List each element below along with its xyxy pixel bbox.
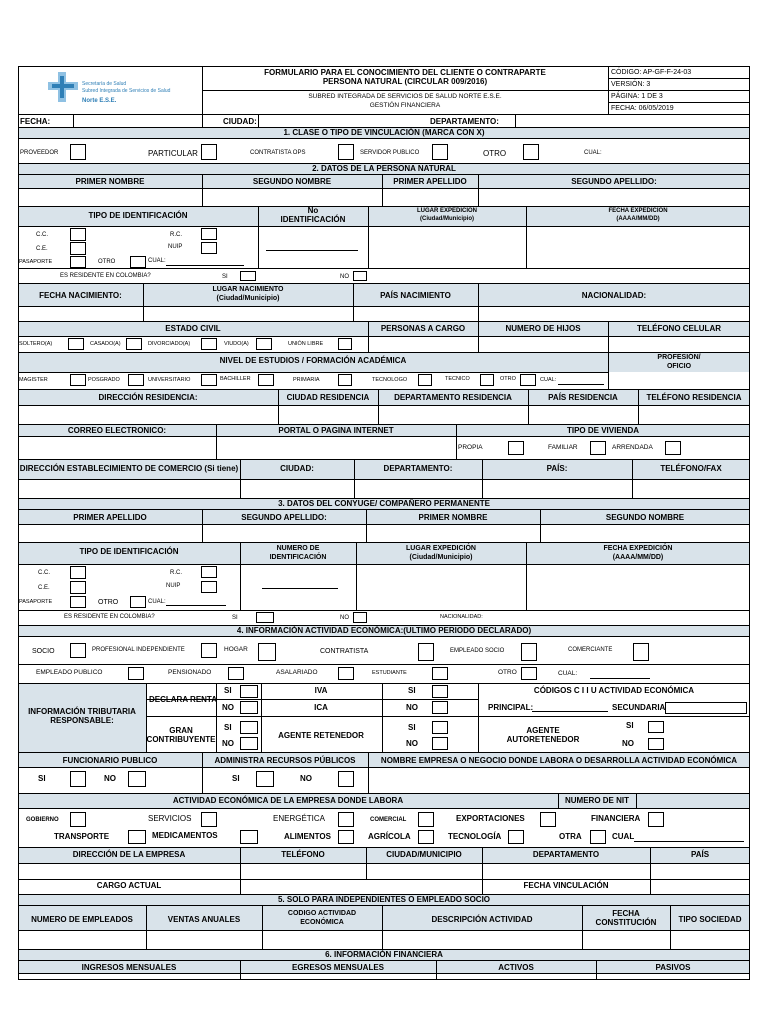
otra-checkbox[interactable] [590, 830, 606, 844]
s3-cual-label: CUAL: [148, 599, 166, 605]
logo-line2: Subred Integrada de Servicios de Salud [82, 88, 171, 94]
agente-ret-no-label: NO [406, 739, 418, 748]
ica-label: ICA [314, 703, 328, 712]
fecha-const-header-2: CONSTITUCIÓN [595, 918, 657, 927]
servicios-label: SERVICIOS [148, 814, 192, 823]
otro-checkbox[interactable] [523, 144, 539, 160]
info-trib-label-2: RESPONSABLE: [50, 716, 114, 725]
estudiante-label: ESTUDIANTE [372, 670, 407, 676]
empleado-socio-checkbox[interactable] [521, 643, 537, 661]
otro-id-label: OTRO [98, 259, 116, 265]
pasivos-header: PASIVOS [655, 963, 691, 972]
hogar-label: HOGAR [224, 646, 248, 653]
energetica-label: ENERGÉTICA [273, 814, 326, 823]
medicamentos-label: MEDICAMENTOS [152, 831, 218, 840]
s3-lugar-exp-header-2: (Ciudad/Municipio) [409, 554, 473, 561]
pais-res-header: PAÍS RESIDENCIA [548, 393, 618, 402]
s3-rc-checkbox[interactable] [201, 566, 217, 578]
gobierno-label: GOBIERNO [26, 817, 59, 823]
comercial-label: COMERCIAL [370, 817, 407, 823]
medicamentos-checkbox[interactable] [240, 830, 258, 844]
ce-label: C.E. [36, 246, 48, 252]
gran-contrib-label-1: GRAN [169, 726, 193, 735]
residente-no-checkbox[interactable] [353, 271, 367, 281]
s3-segundo-nombre-header: SEGUNDO NOMBRE [605, 513, 685, 522]
s3-residente-no-label: NO [340, 615, 349, 621]
s3-rc-label: R.C. [170, 570, 182, 576]
fecha-label: FECHA: [20, 117, 51, 126]
declara-si-checkbox[interactable] [240, 685, 258, 698]
funcionario-header: FUNCIONARIO PUBLICO [62, 756, 158, 765]
activos-header: ACTIVOS [498, 963, 534, 972]
form-page [18, 66, 750, 980]
agente-auto-label-1: AGENTE [526, 726, 560, 735]
pensionado-checkbox[interactable] [228, 667, 244, 680]
s3-residente-label: ES RESIDENTE EN COLOMBIA? [64, 614, 155, 620]
arrendada-label: ARRENDADA [612, 444, 653, 451]
agente-auto-no-label: NO [622, 739, 634, 748]
logo [48, 72, 198, 108]
s3-residente-si-checkbox[interactable] [256, 612, 274, 623]
ciudad-label: CIUDAD: [223, 117, 257, 126]
s3-residente-no-checkbox[interactable] [353, 612, 367, 623]
nivel-estudios-header: NIVEL DE ESTUDIOS / FORMACIÓN ACADÉMICA [219, 356, 407, 365]
s3-num-id-header-1: NUMERO DE [276, 545, 320, 552]
estudiante-checkbox[interactable] [432, 667, 448, 680]
nombre-empresa-header: NOMBRE EMPRESA O NEGOCIO DONDE LABORA O DESARROLLA ACTIVIDAD ECONÓMICA [380, 756, 738, 765]
divorciado-label: DIVORCIADO(A) [148, 341, 191, 347]
cargo-header: CARGO ACTUAL [96, 881, 162, 890]
ciudad-comercio-header: CIUDAD: [280, 464, 314, 473]
s3-fecha-exp-header-1: FECHA EXPEDICIÓN [603, 545, 673, 552]
agente-auto-no-checkbox[interactable] [648, 738, 664, 750]
depto-comercio-header: DEPARTAMENTO: [383, 464, 453, 473]
dir-empresa-header: DIRECCIÓN DE LA EMPRESA [72, 850, 186, 859]
no-id-header-2: IDENTIFICACIÓN [280, 215, 346, 224]
personas-cargo-header: PERSONAS A CARGO [380, 324, 466, 333]
tel-res-header: TELÉFONO RESIDENCIA [646, 393, 742, 402]
contratista-checkbox[interactable] [338, 144, 354, 160]
proveedor-label: PROVEEDOR [20, 150, 59, 156]
lugar-nac-header-1: LUGAR NACIMIENTO [212, 286, 284, 293]
cod-act-header-2: ECONÓMICA [300, 919, 344, 926]
logo-line3: Norte E.S.E. [82, 98, 117, 104]
cual4-label: CUAL: [558, 670, 578, 677]
particular-checkbox[interactable] [201, 144, 217, 160]
cual-id-label: CUAL: [148, 258, 166, 264]
info-trib-label-1: INFORMACIÓN TRIBUTARIA [28, 707, 136, 716]
comerciante-checkbox[interactable] [633, 643, 649, 661]
gobierno-checkbox[interactable] [70, 812, 86, 827]
otro4-label: OTRO [498, 669, 517, 676]
declara-no-checkbox[interactable] [240, 701, 258, 714]
energetica-checkbox[interactable] [338, 812, 354, 827]
section5-title: 5. SOLO PARA INDEPENDIENTES O EMPLEADO SOCIO [277, 895, 491, 904]
proveedor-checkbox[interactable] [70, 144, 86, 160]
otro-id-checkbox[interactable] [130, 256, 146, 268]
gran-no-checkbox[interactable] [240, 737, 258, 750]
cual-estudio-label: CUAL: [540, 377, 557, 383]
empleado-publico-checkbox[interactable] [128, 667, 144, 680]
gran-contrib-label-2: CONTRIBUYENTE [146, 735, 216, 744]
empleado-publico-label: EMPLEADO PUBLICO [36, 669, 103, 676]
s3-segundo-apellido-header: SEGUNDO APELLIDO: [241, 513, 327, 522]
agente-auto-si-checkbox[interactable] [648, 721, 664, 733]
cual-actividad-label: CUAL [612, 832, 635, 841]
asalariado-checkbox[interactable] [338, 667, 354, 680]
nacionalidad-header: NACIONALIDAD: [581, 291, 647, 300]
s3-pasaporte-checkbox[interactable] [70, 596, 86, 608]
portal-header: PORTAL O PAGINA INTERNET [278, 426, 394, 435]
num-hijos-header: NUMERO DE HIJOS [505, 324, 581, 333]
doc-version: VERSIÓN: 3 [611, 81, 651, 88]
agente-ret-si-label: SI [408, 723, 416, 732]
secundaria-label: SECUNDARIA [612, 703, 666, 712]
section6-title: 6. INFORMACIÓN FINANCIERA [325, 950, 443, 959]
ciiu-header: CÓDIGOS C I I U ACTIVIDAD ECONÓMICA [533, 686, 695, 695]
admin-no-label: NO [300, 774, 312, 783]
gran-si-checkbox[interactable] [240, 721, 258, 734]
exportaciones-checkbox[interactable] [540, 812, 556, 827]
ciudad-res-header: CIUDAD RESIDENCIA [286, 393, 370, 402]
socio-checkbox[interactable] [70, 643, 86, 658]
lugar-nac-header-2: (Ciudad/Municipio) [216, 295, 280, 302]
cc-checkbox[interactable] [70, 228, 86, 241]
prof-indep-checkbox[interactable] [201, 643, 217, 658]
contratista4-label: CONTRATISTA [320, 648, 369, 655]
telefono-empresa-header: TELÉFONO [281, 850, 325, 859]
s3-otro-checkbox[interactable] [130, 596, 146, 608]
transporte-checkbox[interactable] [128, 830, 146, 844]
estado-civil-header: ESTADO CIVIL [165, 324, 221, 333]
otro4-checkbox[interactable] [521, 667, 537, 680]
principal-label: PRINCIPAL: [488, 703, 534, 712]
section1-title: 1. CLASE O TIPO DE VINCULACIÓN (MARCA CON X) [283, 128, 485, 137]
soltero-checkbox[interactable] [68, 338, 84, 350]
pais-empresa-header: PAÍS [690, 850, 710, 859]
segundo-apellido-header: SEGUNDO APELLIDO: [571, 177, 657, 186]
otra-label: OTRA [559, 832, 582, 841]
actividad-empresa-header: ACTIVIDAD ECONÓMICA DE LA EMPRESA DONDE LABORA [172, 796, 404, 805]
agente-ret-no-checkbox[interactable] [432, 737, 448, 750]
residente-si-label: SI [222, 274, 228, 280]
funcionario-no-checkbox[interactable] [128, 771, 146, 787]
profesion-header-1: PROFESIÓN/ [657, 354, 701, 361]
casado-label: CASADO(A) [90, 341, 121, 347]
declara-no-label: NO [222, 703, 234, 712]
particular-label: PARTICULAR [148, 149, 198, 158]
logo-line1: Secretaría de Salud [82, 81, 127, 87]
tipo-soc-header: TIPO SOCIEDAD [678, 915, 742, 924]
agente-ret-label: AGENTE RETENEDOR [278, 731, 364, 740]
alimentos-checkbox[interactable] [338, 830, 354, 844]
doc-date: FECHA: 06/05/2019 [611, 105, 674, 112]
fecha-vinc-header: FECHA VINCULACIÓN [523, 881, 609, 890]
s3-primer-nombre-header: PRIMER NOMBRE [418, 513, 488, 522]
arrendada-checkbox[interactable] [665, 441, 681, 455]
fecha-nac-header: FECHA NACIMIENTO: [39, 291, 122, 300]
doc-code: CÓDIGO: AP-GF-F-24-03 [611, 69, 692, 76]
dir-comercio-header: DIRECCIÓN ESTABLECIMIENTO DE COMERCIO (Si tiene) [19, 464, 239, 473]
admin-si-checkbox[interactable] [256, 771, 274, 787]
universitario-label: UNIVERSITARIO [148, 377, 191, 383]
funcionario-si-label: SI [38, 774, 46, 783]
s3-cc-label: C.C. [38, 570, 50, 576]
agente-ret-si-checkbox[interactable] [432, 721, 448, 734]
admin-si-label: SI [232, 774, 240, 783]
financiera-checkbox[interactable] [648, 812, 664, 827]
tipo-id-header: TIPO DE IDENTIFICACIÓN [88, 211, 188, 220]
asalariado-label: ASALARIADO [276, 669, 318, 676]
form-title-line1: FORMULARIO PARA EL CONOCIMIENTO DEL CLIENTE O CONTRAPARTE [264, 68, 546, 77]
agente-auto-si-label: SI [626, 721, 634, 730]
magister-label: MAGISTER [19, 377, 48, 383]
doc-page: PÁGINA: 1 DE 3 [611, 93, 663, 100]
empleado-socio-label: EMPLEADO SOCIO [450, 648, 505, 654]
primer-nombre-header: PRIMER NOMBRE [75, 177, 145, 186]
ciudad-mun-header: CIUDAD/MUNICIPIO [386, 850, 462, 859]
departamento-label: DEPARTAMENTO: [430, 117, 499, 126]
form-subtitle-line2: GESTIÓN FINANCIERA [369, 102, 441, 109]
no-id-header-1: No [307, 206, 319, 215]
admin-no-checkbox[interactable] [338, 771, 354, 787]
nuip-label: NUIP [168, 244, 183, 250]
tecnologia-label: TECNOLOGÍA [448, 832, 502, 841]
pasaporte-checkbox[interactable] [70, 256, 86, 268]
financiera-label: FINANCIERA [591, 814, 641, 823]
ventas-header: VENTAS ANUALES [167, 915, 241, 924]
iva-si-label: SI [408, 686, 416, 695]
comerciante-label: COMERCIANTE [568, 647, 613, 653]
funcionario-no-label: NO [104, 774, 116, 783]
cual-label: CUAL: [584, 150, 602, 156]
comercial-checkbox[interactable] [418, 812, 434, 827]
s3-num-id-header-2: IDENTIFICACIÓN [269, 554, 327, 561]
tipo-vivienda-header: TIPO DE VIVIENDA [566, 426, 639, 435]
residente-label: ES RESIDENTE EN COLOMBIA? [60, 273, 151, 279]
nit-header: NUMERO DE NIT [565, 796, 629, 805]
viudo-checkbox[interactable] [256, 338, 272, 350]
dir-res-header: DIRECCIÓN RESIDENCIA: [98, 393, 198, 402]
pasaporte-label: PASAPORTE [19, 259, 53, 265]
iva-si-checkbox[interactable] [432, 685, 448, 698]
s3-residente-si-label: SI [232, 615, 238, 621]
bachiller-label: BACHILLER [220, 376, 251, 382]
otro-label: OTRO [483, 149, 507, 158]
section4-title: 4. INFORMACIÓN ACTIVIDAD ECONÓMICA:(ULTIMO PERIODO DECLARADO) [236, 626, 532, 635]
s3-nuip-label: NUIP [166, 583, 181, 589]
lugar-exp-header-1: LUGAR EXPEDICIÓN [416, 208, 477, 214]
form-subtitle-line1: SUBRED INTEGRADA DE SERVICIOS DE SALUD NORTE E.S.E. [308, 93, 502, 100]
exportaciones-label: EXPORTACIONES [456, 814, 525, 823]
tecnologo-label: TECNOLOGO [372, 377, 408, 383]
s3-ce-label: C.E. [38, 585, 50, 591]
primaria-checkbox[interactable] [338, 374, 352, 386]
viudo-label: VIUDO(A) [224, 341, 249, 347]
desc-act-header: DESCRIPCIÓN ACTIVIDAD [431, 915, 533, 924]
s3-pasaporte-label: PASAPORTE [19, 599, 53, 605]
segundo-nombre-header: SEGUNDO NOMBRE [252, 177, 332, 186]
transporte-label: TRANSPORTE [54, 832, 110, 841]
ica-no-label: NO [406, 703, 418, 712]
tel-cel-header: TELÉFONO CELULAR [637, 324, 721, 333]
s3-tipo-id-header: TIPO DE IDENTIFICACIÓN [79, 547, 179, 556]
posgrado-label: POSGRADO [88, 377, 120, 383]
alimentos-label: ALIMENTOS [284, 832, 331, 841]
primaria-label: PRIMARIA [293, 377, 320, 383]
fecha-exp-header-1: FECHA EXPEDICIÓN [608, 208, 668, 214]
contratista-label: CONTRATISTA OPS [250, 150, 306, 156]
pais-nac-header: PAÍS NACIMIENTO [380, 291, 451, 300]
nuip-checkbox[interactable] [201, 242, 217, 254]
tecnico-label: TECNICO [445, 376, 470, 382]
soltero-label: SOLTERO(A) [19, 341, 53, 347]
ce-checkbox[interactable] [70, 242, 86, 255]
otro-estudio-checkbox[interactable] [520, 374, 536, 386]
declara-si-label: SI [224, 686, 232, 695]
pensionado-label: PENSIONADO [168, 669, 212, 676]
union-checkbox[interactable] [338, 338, 352, 350]
depto-empresa-header: DEPARTAMENTO [532, 850, 600, 859]
gran-no-label: NO [222, 739, 234, 748]
secundaria-input[interactable] [665, 702, 747, 714]
declara-renta-label: DECLARA RENTA [149, 695, 217, 704]
familiar-checkbox[interactable] [590, 441, 606, 455]
correo-header: CORREO ELECTRONICO: [67, 426, 167, 435]
familiar-label: FAMILIAR [548, 444, 578, 451]
funcionario-si-checkbox[interactable] [70, 771, 86, 787]
section2-title: 2. DATOS DE LA PERSONA NATURAL [312, 164, 456, 173]
cod-act-header-1: CODIGO ACTIVIDAD [287, 910, 357, 917]
tecnico-checkbox[interactable] [480, 374, 494, 386]
s3-primer-apellido-header: PRIMER APELLIDO [73, 513, 147, 522]
hogar-checkbox[interactable] [258, 643, 276, 661]
admin-recursos-header: ADMINISTRA RECURSOS PÚBLICOS [214, 756, 356, 765]
casado-checkbox[interactable] [126, 338, 142, 350]
cc-label: C.C. [36, 232, 48, 238]
s3-cc-checkbox[interactable] [70, 566, 86, 579]
egresos-header: EGRESOS MENSUALES [291, 963, 384, 972]
gran-si-label: SI [224, 723, 232, 732]
magister-checkbox[interactable] [70, 374, 86, 386]
primer-apellido-header: PRIMER APELLIDO [393, 177, 467, 186]
tecnologia-checkbox[interactable] [508, 830, 524, 844]
universitario-checkbox[interactable] [201, 374, 217, 386]
servidor-checkbox[interactable] [432, 144, 448, 160]
s3-lugar-exp-header-1: LUGAR EXPEDICIÓN [405, 545, 476, 552]
rc-checkbox[interactable] [201, 228, 217, 240]
s3-ce-checkbox[interactable] [70, 581, 86, 594]
section3-title: 3. DATOS DEL CONYUGE/ COMPAÑERO PERMANENTE [278, 499, 490, 508]
posgrado-checkbox[interactable] [128, 374, 144, 386]
s3-otro-label: OTRO [98, 599, 119, 606]
ingresos-header: INGRESOS MENSUALES [81, 963, 177, 972]
otro-estudio-label: OTRO [500, 376, 516, 382]
agricola-checkbox[interactable] [418, 830, 434, 844]
tecnologo-checkbox[interactable] [418, 374, 432, 386]
ica-no-checkbox[interactable] [432, 701, 448, 714]
servidor-label: SERVIDOR PUBLICO [360, 150, 420, 156]
bachiller-checkbox[interactable] [258, 374, 274, 386]
contratista4-checkbox[interactable] [418, 643, 434, 661]
fecha-const-header-1: FECHA [612, 909, 640, 918]
divorciado-checkbox[interactable] [201, 338, 217, 350]
rc-label: R.C. [170, 232, 182, 238]
pais-comercio-header: PAÍS: [546, 464, 568, 473]
s3-nacionalidad-label: NACIONALIDAD: [440, 614, 483, 620]
profesion-header-2: OFICIO [666, 363, 692, 370]
socio-label: SOCIO [32, 648, 55, 655]
agricola-label: AGRÍCOLA [368, 832, 411, 841]
iva-label: IVA [314, 686, 328, 695]
form-title-line2: PERSONA NATURAL (CIRCULAR 009/2016) [322, 77, 488, 86]
residente-no-label: NO [340, 274, 349, 280]
s3-fecha-exp-header-2: (AAAA/MM/DD) [612, 554, 664, 561]
health-cross-icon [48, 72, 78, 102]
servicios-checkbox[interactable] [201, 812, 217, 827]
propia-label: PROPIA [458, 444, 483, 451]
fecha-exp-header-2: (AAAA/MM/DD) [616, 216, 660, 222]
prof-indep-label: PROFESIONAL INDEPENDIENTE [92, 647, 185, 653]
num-empleados-header: NUMERO DE EMPLEADOS [31, 915, 133, 924]
lugar-exp-header-2: (Ciudad/Municipio) [420, 216, 474, 222]
depto-res-header: DEPARTAMENTO RESIDENCIA [394, 393, 512, 402]
residente-si-checkbox[interactable] [240, 271, 256, 281]
union-label: UNIÓN LIBRE [288, 341, 324, 347]
tel-fax-header: TELÉFONO/FAX [660, 464, 722, 473]
agente-auto-label-2: AUTORETENEDOR [506, 735, 580, 744]
propia-checkbox[interactable] [508, 441, 524, 455]
s3-nuip-checkbox[interactable] [201, 581, 217, 593]
